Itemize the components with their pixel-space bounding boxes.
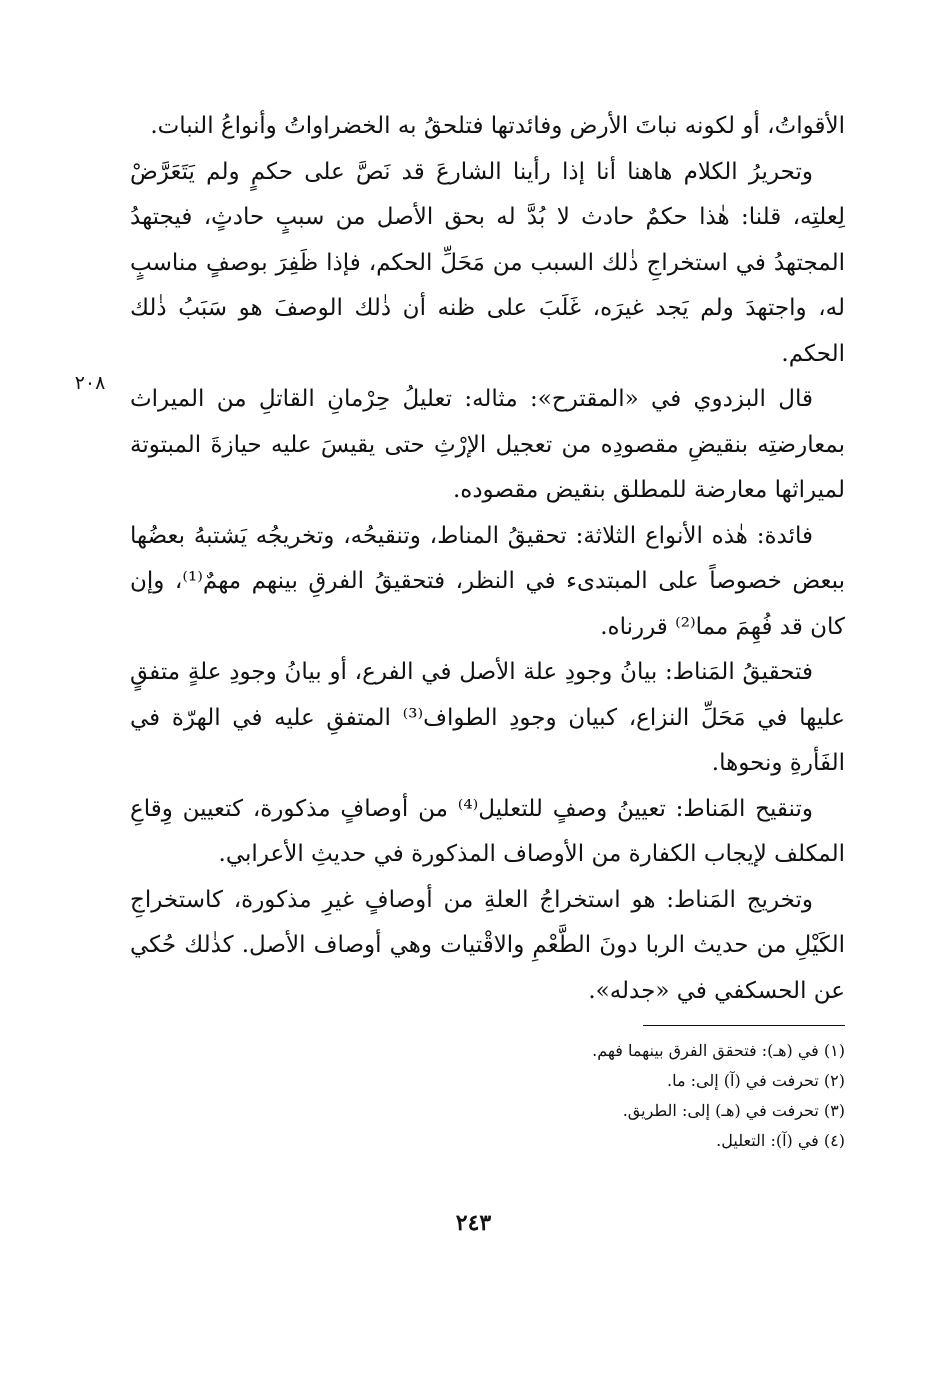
main-text <box>130 104 845 1014</box>
footnote-separator <box>643 1025 845 1026</box>
footnote: (١) في (هـ): فتحقق الفرق بينهما فهم. <box>592 1041 845 1060</box>
footnotes <box>430 1036 845 1156</box>
paragraph: وتخريج المَناط: هو استخراجُ العلةِ من أوصافٍ غيرِ مذكورة، كاستخراجِ الكَيْلِ من حديث الربا دونَ الطَّعْمِ والاقْتيات وهي أوصاف الأصل. كذٰلك حُكي عن الحسكفي في «جدله». <box>130 886 845 1004</box>
paragraph: فتحقيقُ المَناط: بيانُ وجودِ علة الأصل في الفرع، أو بيانُ وجودِ علةٍ متفقٍ عليها في مَحَلِّ النزاع، كبيان وجودِ الطواف⁽³⁾ المتفقِ عليه في الهرّة في الفَأرةِ ونحوها. <box>130 659 845 776</box>
paragraph-continuation: الأقواتُ، أو لكونه نباتَ الأرض وفائدتها فتلحقُ به الخضراواتُ وأنواعُ النبات. <box>150 113 845 139</box>
page-number: ٢٤٣ <box>455 1210 492 1236</box>
footnote: (٢) تحرفت في (آ) إلى: ما. <box>667 1071 845 1090</box>
footnote: (٣) تحرفت في (هـ) إلى: الطريق. <box>622 1101 845 1120</box>
paragraph: وتنقيح المَناط: تعيينُ وصفٍ للتعليل⁽⁴⁾ من أوصافٍ مذكورة، كتعيين وِقاعِ المكلف لإيجاب الكفارة من الأوصاف المذكورة في حديثِ الأعرابي. <box>130 795 845 867</box>
footnote: (٤) في (آ): التعليل. <box>716 1131 845 1150</box>
paragraph: قال البزدوي في «المقترح»: مثاله: تعليلُ حِرْمانِ القاتلِ من الميراث بمعارضتِه بنقيضِ مقصودِه من تعجيل الإرْثِ حتى يقيسَ عليه حيازةَ المبتوتة لميراثها معارضة للمطلق بنقيض مقصوده. <box>130 386 845 503</box>
paragraph: وتحريرُ الكلام هاهنا أنا إذا رأينا الشارعَ قد نَصَّ على حكمٍ ولم يَتَعَرَّضْ لِعلتِه، قلنا: هٰذا حكمٌ حادث لا بُدَّ له بحق الأصل من سببٍ حادثٍ، فيجتهدُ المجتهدُ في استخراجِ ذٰلك السبب من مَحَلِّ الحكم، فإذا ظَفِرَ بوصفٍ مناسبٍ له، واجتهدَ ولم يَجد غيرَه، غَلَبَ على ظنه أن ذٰلك الوصفَ هو سَبَبُ ذٰلك الحكم. <box>130 158 845 367</box>
margin-page-reference: ٢٠٨ <box>74 372 106 394</box>
paragraph: فائدة: هٰذه الأنواع الثلاثة: تحقيقُ المناط، وتنقيحُه، وتخريجُه يَشتبهُ بعضُها ببعض خصوصاً على المبتدىء في النظر، فتحقيقُ الفرقِ بينهم مهمٌ⁽¹⁾، وإن كان قد فُهِمَ مما⁽²⁾ قررناه. <box>130 522 845 640</box>
